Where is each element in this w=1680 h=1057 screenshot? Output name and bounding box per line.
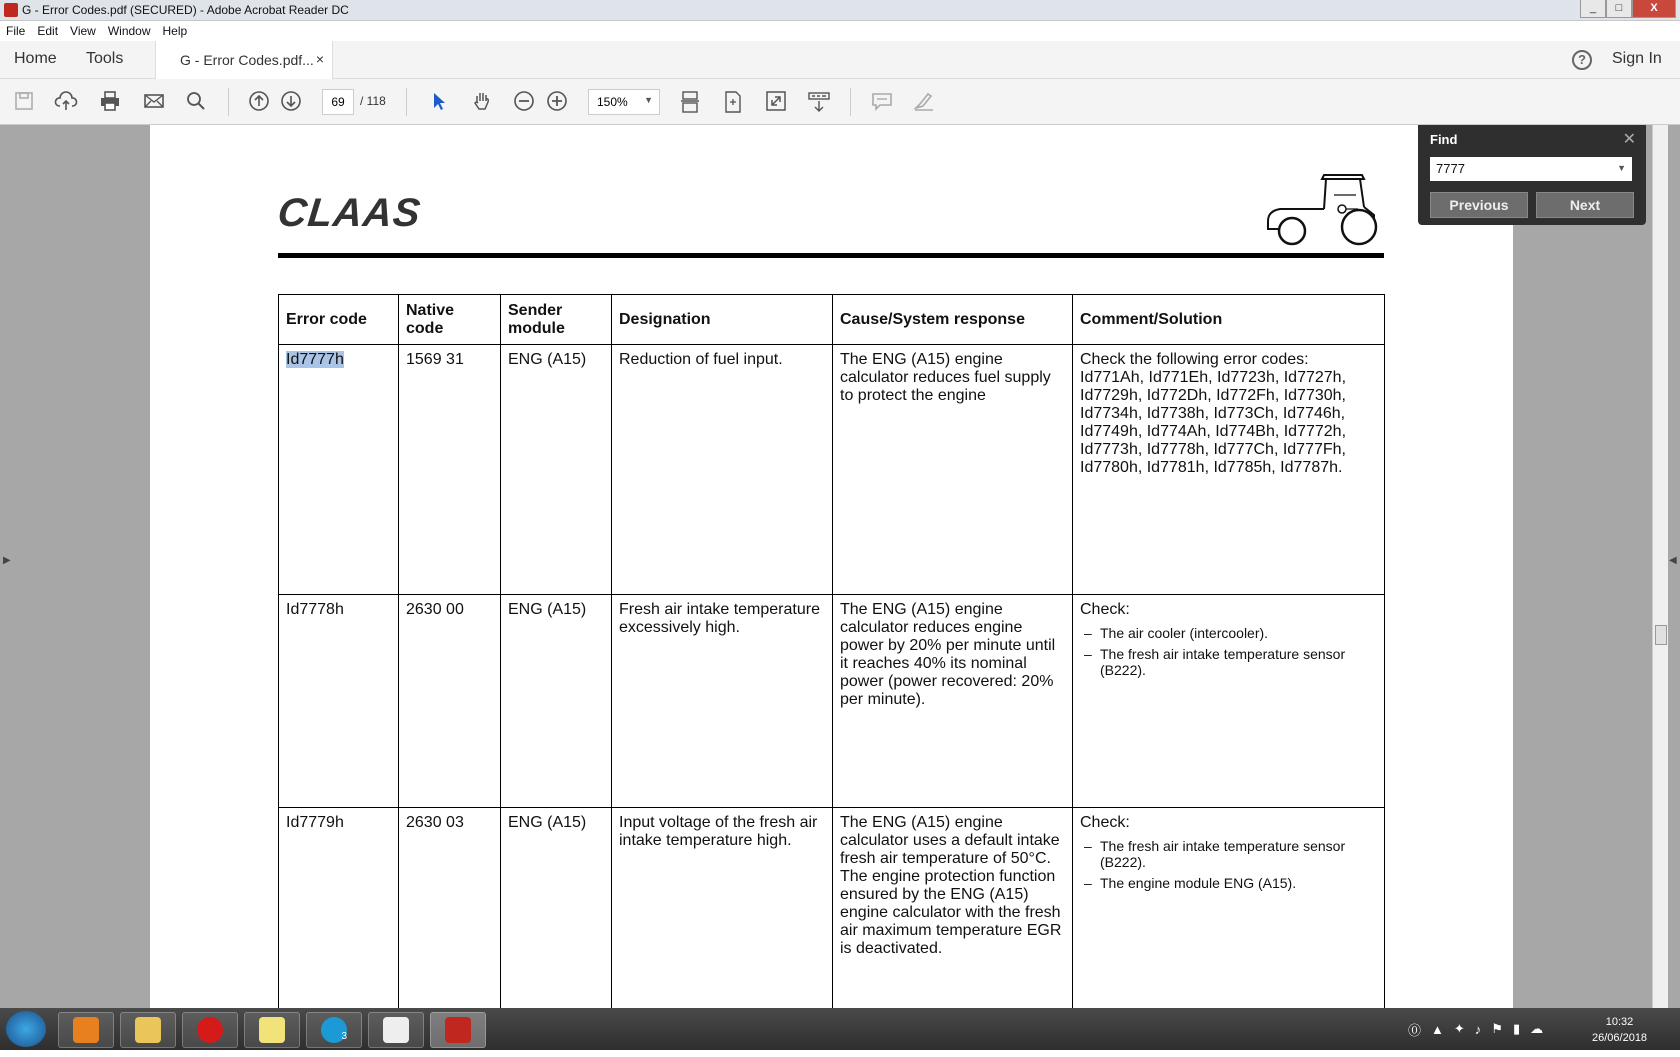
title-bar bbox=[0, 0, 1680, 21]
taskbar-skype[interactable] bbox=[306, 1012, 362, 1048]
menu-window[interactable]: Window bbox=[107, 24, 151, 38]
find-input[interactable] bbox=[1430, 157, 1632, 181]
list-item: – The fresh air intake temperature sensor (B222). bbox=[1080, 646, 1377, 678]
print-icon[interactable] bbox=[98, 90, 122, 114]
select-cursor-icon[interactable] bbox=[426, 90, 450, 114]
start-button[interactable] bbox=[6, 1011, 46, 1047]
designation-cell: Input voltage of the fresh air intake temperature high. bbox=[612, 808, 833, 1009]
close-find-icon[interactable]: ✕ bbox=[1622, 131, 1636, 148]
vertical-scrollbar[interactable] bbox=[1652, 125, 1668, 1008]
taskbar-file-explorer[interactable] bbox=[120, 1012, 176, 1048]
search-match-highlight[interactable]: Id7777h bbox=[286, 351, 344, 368]
error-code-table bbox=[278, 294, 1385, 1008]
table-header-row bbox=[279, 295, 1385, 345]
comment-cell bbox=[1073, 595, 1385, 808]
taskbar-opera[interactable] bbox=[182, 1012, 238, 1048]
close-tab-icon[interactable]: × bbox=[315, 51, 324, 67]
tractor-icon bbox=[1262, 171, 1382, 247]
menu-edit[interactable]: Edit bbox=[37, 24, 59, 38]
next-page-icon[interactable] bbox=[279, 90, 303, 114]
flag-icon[interactable]: ⚑ bbox=[1491, 1021, 1503, 1036]
zoom-out-icon[interactable] bbox=[512, 90, 536, 114]
document-tab-label: G - Error Codes.pdf... bbox=[180, 52, 314, 68]
toolbar-divider bbox=[406, 88, 407, 116]
document-tab[interactable] bbox=[155, 41, 333, 79]
maximize-button[interactable]: □ bbox=[1606, 0, 1632, 18]
taskbar bbox=[0, 1008, 1680, 1050]
collapse-right-panel-icon[interactable]: ◀ bbox=[1669, 555, 1677, 566]
taskbar-document[interactable] bbox=[368, 1012, 424, 1048]
previous-page-icon[interactable] bbox=[247, 90, 271, 114]
scrollbar-thumb[interactable] bbox=[1655, 625, 1667, 645]
find-next-button[interactable]: Next bbox=[1536, 192, 1634, 218]
volume-icon[interactable]: ♪ bbox=[1474, 1021, 1482, 1037]
full-screen-icon[interactable] bbox=[764, 90, 788, 114]
minimize-button[interactable]: _ bbox=[1580, 0, 1606, 18]
menu-help[interactable]: Help bbox=[162, 24, 188, 38]
find-panel bbox=[1418, 125, 1646, 225]
cloud-icon[interactable]: ☁ bbox=[1530, 1021, 1544, 1036]
menu-bar bbox=[0, 21, 1680, 41]
help-icon[interactable]: ? bbox=[1572, 50, 1592, 70]
taskbar-sticky-notes[interactable] bbox=[244, 1012, 300, 1048]
list-item: – The fresh air intake temperature sensor (B222). bbox=[1080, 838, 1377, 870]
find-input-value: 7777 bbox=[1436, 161, 1465, 176]
skype-badge: 3 bbox=[321, 1017, 347, 1043]
sender-module-cell: ENG (A15) bbox=[501, 345, 612, 595]
clock[interactable] bbox=[1592, 1014, 1647, 1046]
sender-module-cell: ENG (A15) bbox=[501, 595, 612, 808]
toolbar-divider bbox=[850, 88, 851, 116]
tab-home[interactable]: Home bbox=[14, 50, 57, 67]
column-header: Native code bbox=[399, 295, 501, 345]
save-icon[interactable] bbox=[12, 90, 36, 114]
claas-logo: CLAAS bbox=[275, 191, 424, 235]
table-row bbox=[279, 808, 1385, 1009]
column-header: Designation bbox=[612, 295, 833, 345]
search-icon[interactable] bbox=[184, 90, 208, 114]
sign-in-link[interactable]: Sign In bbox=[1612, 50, 1662, 67]
header-rule bbox=[278, 253, 1384, 258]
table-row bbox=[279, 595, 1385, 808]
toolbar bbox=[0, 79, 1680, 125]
show-hidden-icons-icon[interactable]: ▲ bbox=[1431, 1021, 1444, 1037]
cause-cell: The ENG (A15) engine calculator uses a default intake fresh air temperature of 50°C. The engine protection function ensured by the ENG (A15) engine calculator with the fresh air maximum temperature EGR is deactivated. bbox=[833, 808, 1073, 1009]
zoom-select[interactable] bbox=[588, 89, 660, 115]
chevron-down-icon[interactable]: ▼ bbox=[1617, 163, 1626, 173]
comment-list bbox=[1080, 625, 1377, 678]
column-header: Comment/Solution bbox=[1073, 295, 1385, 345]
highlight-pen-icon[interactable] bbox=[912, 90, 936, 114]
column-header: Sender module bbox=[501, 295, 612, 345]
designation-cell: Fresh air intake temperature excessively high. bbox=[612, 595, 833, 808]
find-previous-button[interactable]: Previous bbox=[1430, 192, 1528, 218]
menu-view[interactable]: View bbox=[70, 24, 96, 38]
network-icon[interactable]: ▮ bbox=[1512, 1021, 1521, 1036]
taskbar-outlook[interactable] bbox=[58, 1012, 114, 1048]
close-window-button[interactable]: X bbox=[1632, 0, 1676, 18]
document-view[interactable] bbox=[0, 125, 1680, 1008]
page-number-input[interactable]: 69 bbox=[322, 89, 354, 115]
upload-cloud-icon[interactable] bbox=[54, 90, 78, 114]
tray-app-icon[interactable]: ✦ bbox=[1453, 1021, 1465, 1036]
zoom-value: 150% bbox=[597, 95, 628, 109]
error-code-cell: Id7778h bbox=[279, 595, 399, 808]
scroll-mode-icon[interactable] bbox=[678, 90, 702, 114]
chevron-down-icon: ▼ bbox=[644, 95, 653, 105]
acrobat-app-icon bbox=[4, 3, 18, 17]
designation-cell: Reduction of fuel input. bbox=[612, 345, 833, 595]
zoom-in-icon[interactable] bbox=[545, 90, 569, 114]
column-header: Error code bbox=[279, 295, 399, 345]
taskbar-acrobat[interactable] bbox=[430, 1012, 486, 1048]
column-header: Cause/System response bbox=[833, 295, 1073, 345]
sender-module-cell: ENG (A15) bbox=[501, 808, 612, 1009]
native-code-cell: 2630 03 bbox=[399, 808, 501, 1009]
error-code-cell bbox=[279, 345, 399, 595]
fit-page-icon[interactable] bbox=[721, 90, 745, 114]
window-title: G - Error Codes.pdf (SECURED) - Adobe Acrobat Reader DC bbox=[22, 3, 349, 17]
clock-date: 26/06/2018 bbox=[1592, 1032, 1648, 1044]
tab-bar bbox=[0, 41, 1680, 79]
comment-list bbox=[1080, 838, 1377, 891]
cause-cell: The ENG (A15) engine calculator reduces engine power by 20% per minute until it reaches 40% its nominal power (power recovered: 20% per minute). bbox=[833, 595, 1073, 808]
clock-time: 10:32 bbox=[1605, 1016, 1634, 1028]
collapse-left-panel-icon[interactable]: ▶ bbox=[3, 555, 11, 566]
cause-cell: The ENG (A15) engine calculator reduces fuel supply to protect the engine bbox=[833, 345, 1073, 595]
list-item: – The engine module ENG (A15). bbox=[1080, 875, 1377, 891]
comment-heading: Check: bbox=[1080, 814, 1130, 831]
comment-cell: Check the following error codes: Id771Ah, Id771Eh, Id7723h, Id7727h, Id7729h, Id772Dh, Id772Fh, Id7730h, Id7734h, Id7738h, Id773Ch, Id7746h, Id7749h, Id774Ah, Id774Bh, Id7772h, Id7773h, Id7778h, Id777Ch, Id777Fh, Id7780h, Id7781h, Id7785h, Id7787h. bbox=[1073, 345, 1385, 595]
comment-cell bbox=[1073, 808, 1385, 1009]
window-controls bbox=[1580, 0, 1676, 18]
hand-tool-icon[interactable] bbox=[470, 90, 494, 114]
email-icon[interactable] bbox=[142, 90, 166, 114]
native-code-cell: 2630 00 bbox=[399, 595, 501, 808]
page-total: / 118 bbox=[360, 94, 386, 108]
list-item: – The air cooler (intercooler). bbox=[1080, 625, 1377, 641]
help-tray-icon[interactable]: ⓪ bbox=[1408, 1022, 1422, 1038]
read-mode-icon[interactable] bbox=[807, 90, 831, 114]
table-row bbox=[279, 345, 1385, 595]
native-code-cell: 1569 31 bbox=[399, 345, 501, 595]
tab-tools[interactable]: Tools bbox=[86, 50, 124, 67]
comment-icon[interactable] bbox=[870, 90, 894, 114]
pdf-page bbox=[150, 125, 1513, 1008]
system-tray bbox=[1408, 1008, 1543, 1050]
find-label: Find bbox=[1430, 132, 1458, 147]
error-code-cell: Id7779h bbox=[279, 808, 399, 1009]
menu-file[interactable]: File bbox=[6, 24, 26, 38]
toolbar-divider bbox=[228, 88, 229, 116]
comment-heading: Check: bbox=[1080, 601, 1130, 618]
